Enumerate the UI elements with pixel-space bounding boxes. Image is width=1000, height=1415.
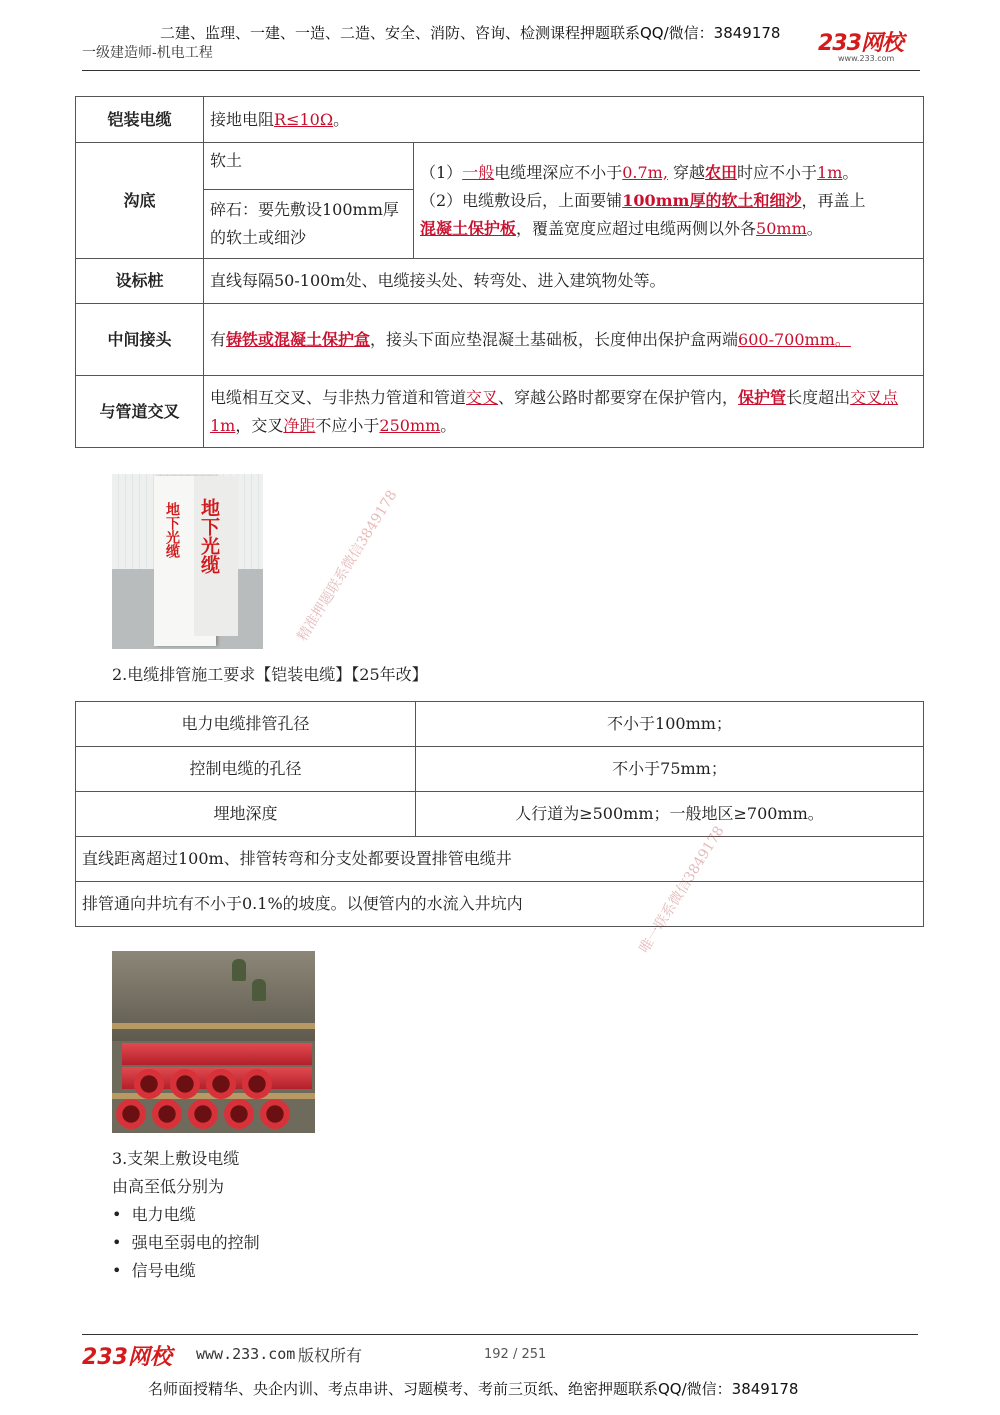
table-row <box>76 97 924 143</box>
header-subtitle: 一级建造师-机电工程 <box>82 45 213 61</box>
row-note: 直线距离超过100m、排管转弯和分支处都要设置排管电缆井 <box>76 837 924 882</box>
row-note: 排管通向井坑有不小于0.1%的坡度。以便管内的水流入井坑内 <box>76 882 924 927</box>
watermark: 精准押题联系微信3849178 <box>294 487 401 645</box>
footer-site: www.233.com <box>196 1345 296 1363</box>
list-item: • 电力电缆 <box>112 1205 196 1224</box>
table-row <box>76 259 924 304</box>
marker-post-photo <box>112 474 263 649</box>
section-3-title: 3.支架上敷设电缆 <box>112 1149 240 1168</box>
footer-logo: 233网校 <box>82 1345 172 1370</box>
list-item: • 强电至弱电的控制 <box>112 1233 260 1252</box>
table-row <box>76 376 924 448</box>
table-row <box>76 837 924 882</box>
list-item: • 信号电缆 <box>112 1261 196 1280</box>
section-3-intro: 由高至低分别为 <box>112 1177 225 1196</box>
table-row <box>76 882 924 927</box>
row-label: 电力电缆排管孔径 <box>76 702 416 747</box>
footer-copyright: 版权所有 <box>298 1346 363 1365</box>
row-label: 与管道交叉 <box>76 376 204 448</box>
footer-divider <box>82 1334 918 1335</box>
row-value: 不小于75mm； <box>416 747 924 792</box>
brand-url: www.233.com <box>838 54 895 63</box>
marker-text-right: 地下光缆 <box>198 498 220 574</box>
row-content: 电缆相互交叉、与非热力管道和管道交叉、穿越公路时都要穿在保护管内，保护管长度超出交叉点1m，交叉净距不应小于250mm。 <box>204 376 924 448</box>
row-value: 人行道为≥500mm；一般地区≥700mm。 <box>416 792 924 837</box>
table-row <box>76 792 924 837</box>
row-label: 设标桩 <box>76 259 204 304</box>
brand-logo: 233网校 <box>818 31 903 56</box>
soil-gravel: 碎石：要先敷设100mm厚的软土或细沙 <box>204 190 414 259</box>
row-label: 铠装电缆 <box>76 97 204 143</box>
marker-text-left: 地下光缆 <box>164 502 180 558</box>
table-row <box>76 143 924 190</box>
row-content: 接地电阻R≤10Ω。 <box>204 97 924 143</box>
duct-pipes-photo <box>112 951 315 1133</box>
header-divider <box>82 70 920 71</box>
trench-rules: （1）一般电缆埋深应不小于0.7m, 穿越农田时应不小于1m。 （2）电缆敷设后，上面要铺100mm厚的软土和细沙，再盖上 混凝土保护板，覆盖宽度应超过电缆两侧以外各50mm。 <box>414 143 924 259</box>
page-number: 192 / 251 <box>484 1347 547 1362</box>
duct-requirements-table <box>75 701 924 927</box>
row-label: 沟底 <box>76 143 204 259</box>
cable-requirements-table <box>75 96 924 448</box>
row-label: 埋地深度 <box>76 792 416 837</box>
header-banner: 二建、监理、一建、一造、二造、安全、消防、咨询、检测课程押题联系QQ/微信：3849178 <box>160 24 781 42</box>
watermark: 唯一联系微信3849178 <box>636 823 728 957</box>
row-content: 直线每隔50-100m处、电缆接头处、转弯处、进入建筑物处等。 <box>204 259 924 304</box>
row-label: 中间接头 <box>76 304 204 376</box>
section-2-title: 2.电缆排管施工要求【铠装电缆】【25年改】 <box>112 665 428 684</box>
table-row <box>76 747 924 792</box>
row-label: 控制电缆的孔径 <box>76 747 416 792</box>
row-content: 有铸铁或混凝土保护盒，接头下面应垫混凝土基础板，长度伸出保护盒两端600-700mm。 <box>204 304 924 376</box>
soil-soft: 软土 <box>204 143 414 190</box>
table-row <box>76 304 924 376</box>
table-row <box>76 702 924 747</box>
footer-banner: 名师面授精华、央企内训、考点串讲、习题模考、考前三页纸、绝密押题联系QQ/微信：3849178 <box>148 1380 799 1398</box>
row-value: 不小于100mm； <box>416 702 924 747</box>
